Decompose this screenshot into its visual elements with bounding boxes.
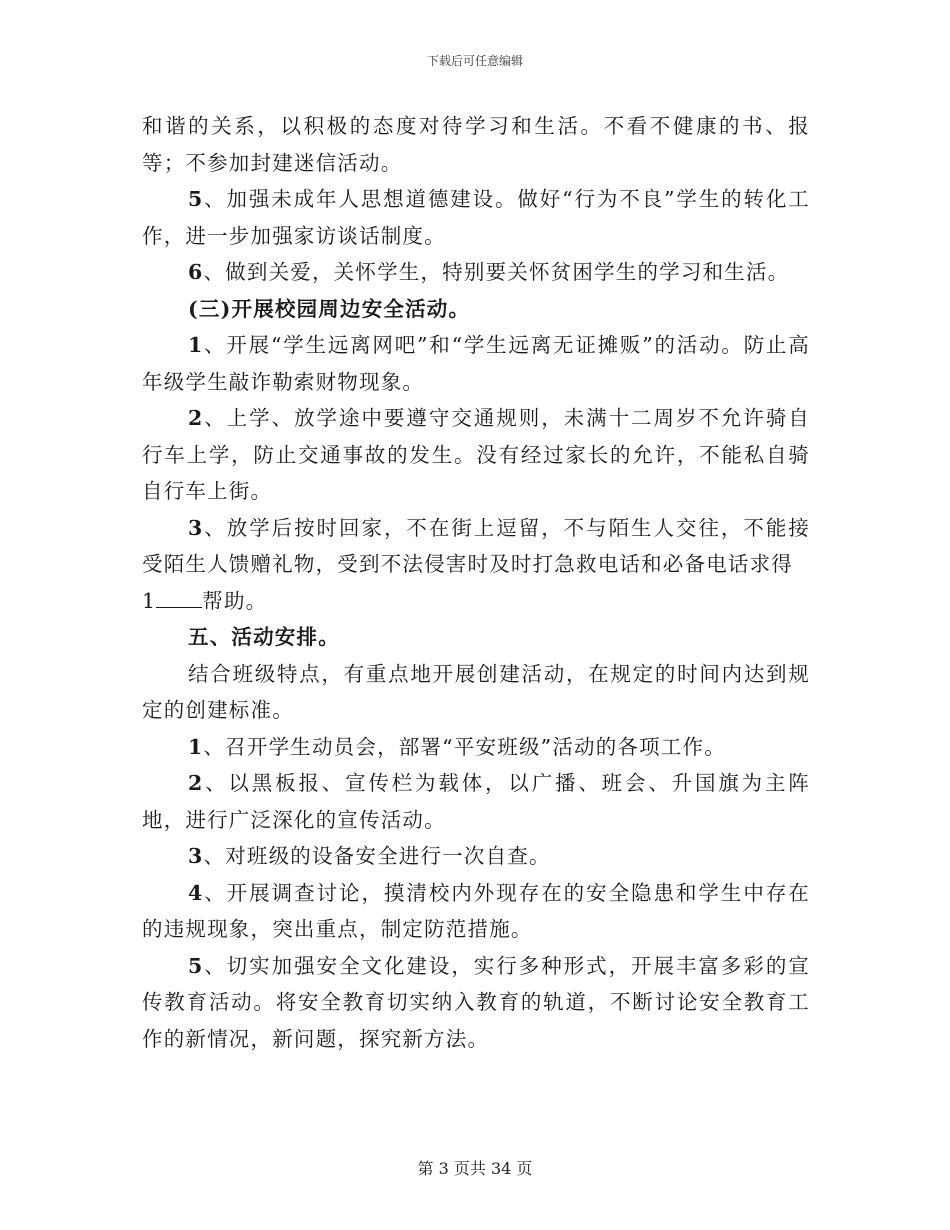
- item-number: 2: [188, 406, 204, 430]
- heading-text: 五、活动安排。: [188, 625, 340, 649]
- paragraph-item-2: [142, 765, 810, 838]
- fill-blank: [156, 587, 202, 608]
- item-number: 5: [188, 187, 204, 211]
- paragraph-text: 、上学、放学途中要遵守交通规则，未满十二周岁不允许骑自行车上学，防止交通事故的发生。没有经过家长的允许，不能私自骑自行车上街。: [142, 406, 810, 503]
- paragraph-intro: [142, 656, 810, 729]
- paragraph-text: 、做到关爱，关怀学生，特别要关怀贫困学生的学习和生活。: [203, 260, 790, 284]
- paragraph-continuation: [142, 108, 810, 181]
- paragraph-item-2: [142, 400, 810, 510]
- paragraph-item-1: [142, 327, 810, 400]
- item-number: 5: [188, 953, 204, 978]
- section-heading-3: [142, 291, 810, 328]
- page-footer: 第 3 页共 34 页: [417, 1159, 533, 1178]
- paragraph-item-3: [142, 510, 810, 583]
- paragraph-text: 和谐的关系，以积极的态度对待学习和生活。不看不健康的书、报等；不参加封建迷信活动。: [142, 114, 810, 175]
- heading-text: (三)开展校园周边安全活动。: [188, 296, 471, 321]
- section-heading-5: [142, 619, 810, 656]
- paragraph-text: 结合班级特点，有重点地开展创建活动，在规定的时间内达到规定的创建标准。: [142, 661, 810, 722]
- paragraph-text: 、对班级的设备安全进行一次自查。: [203, 844, 551, 868]
- paragraph-text: 、放学后按时回家，不在街上逗留，不与陌生人交往，不能接受陌生人馈赠礼物，受到不法侵害时及时打急救电话和必备电话求得: [142, 515, 810, 576]
- page-header: 下载后可任意编辑: [426, 54, 523, 68]
- paragraph-text: 、开展“学生远离网吧”和“学生远离无证摊贩”的活动。防止高年级学生敲诈勒索财物现象。: [142, 333, 810, 394]
- paragraph-text: 、开展调查讨论，摸清校内外现存在的安全隐患和学生中存在的违规现象，突出重点，制定防范措施。: [142, 880, 810, 941]
- paragraph-item-6: [142, 254, 810, 291]
- paragraph-text: 帮助。: [202, 588, 268, 613]
- item-number: 4: [188, 880, 204, 905]
- paragraph-item-5: [142, 181, 810, 254]
- item-number: 1: [188, 333, 204, 357]
- paragraph-text: 、切实加强安全文化建设，实行多种形式，开展丰富多彩的宣传教育活动。将安全教育切实纳入教育的轨道，不断讨论安全教育工作的新情况，新问题，探究新方法。: [142, 953, 810, 1051]
- paragraph-item-5: [142, 948, 810, 1058]
- paragraph-text: 、以黑板报、宣传栏为载体，以广播、班会、升国旗为主阵地，进行广泛深化的宣传活动。: [142, 771, 810, 832]
- paragraph-item-1: [142, 729, 810, 766]
- item-number: 3: [188, 515, 204, 540]
- paragraph-blank-line: [142, 583, 810, 620]
- paragraph-text: 、召开学生动员会，部署“平安班级”活动的各项工作。: [203, 734, 726, 759]
- paragraph-item-4: [142, 875, 810, 948]
- item-number: 1: [188, 734, 204, 759]
- item-number: 3: [188, 844, 204, 868]
- item-number: 6: [188, 260, 204, 284]
- line-number: 1: [142, 588, 157, 613]
- paragraph-text: 、加强未成年人思想道德建设。做好“行为不良”学生的转化工作，进一步加强家访谈话制度。: [142, 187, 810, 248]
- document-body: [142, 108, 810, 1057]
- paragraph-item-3: [142, 838, 810, 875]
- item-number: 2: [188, 771, 204, 795]
